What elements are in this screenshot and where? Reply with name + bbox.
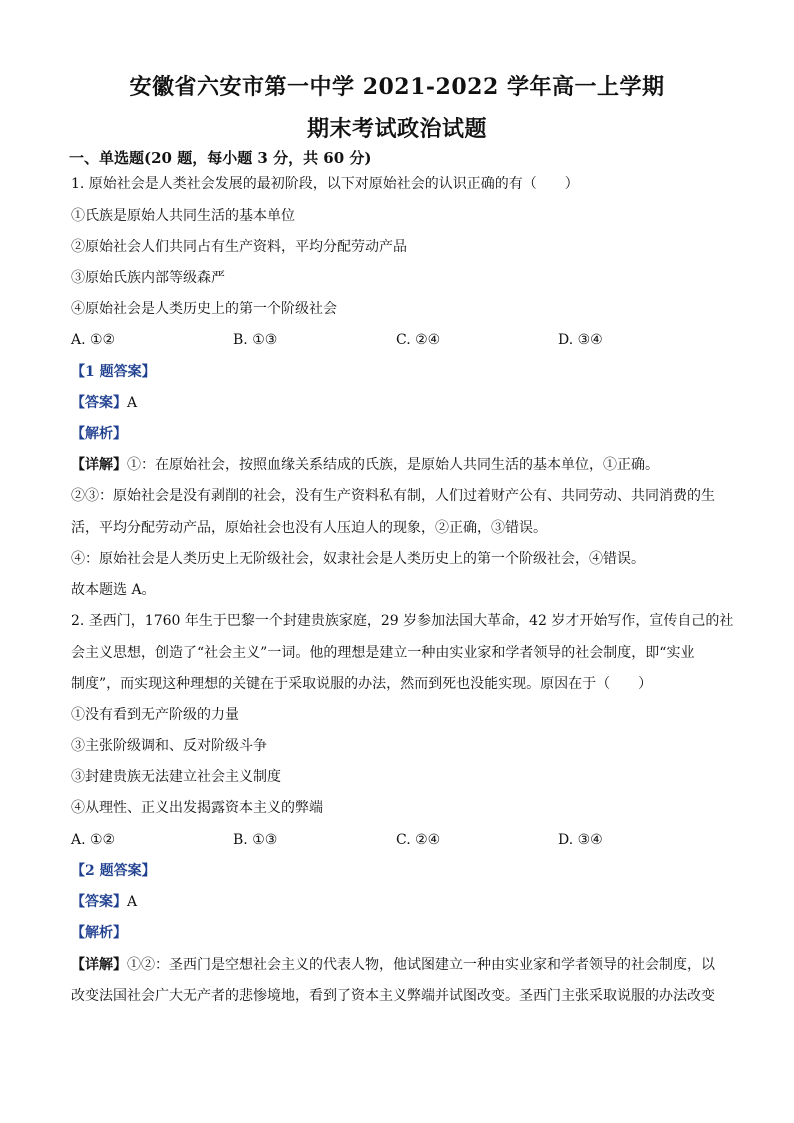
q2-detail-2: 改变法国社会广大无产者的悲惨境地，看到了资本主义弊端并试图改变。圣西门主张采取说服的办法改变 [71, 988, 715, 1004]
q1-item-3: ③原始氏族内部等级森严 [71, 270, 225, 286]
q1-answer-line [71, 393, 137, 413]
q1-answer-header: 【1 题答案】 [71, 364, 156, 380]
q1-detail-3: ④：原始社会是人类历史上无阶级社会，奴隶社会是人类历史上的第一个阶级社会，④错误。 [71, 551, 645, 567]
q2-answer-value: A [127, 894, 138, 910]
exam-title-line2: 期末考试政治试题 [306, 116, 487, 142]
q2-answer-header: 【2 题答案】 [71, 863, 156, 879]
q2-option-b: B. ①③ [233, 832, 278, 848]
q1-detail-2b: 活，平均分配劳动产品，原始社会也没有人压迫人的现象，②正确，③错误。 [71, 520, 547, 536]
q2-analysis-header: 【解析】 [71, 925, 127, 941]
q1-detail-line-1 [71, 455, 659, 475]
q1-stem: 1. 原始社会是人类社会发展的最初阶段，以下对原始社会的认识正确的有（ ） [71, 176, 579, 192]
q2-detail-line-1 [71, 955, 715, 975]
q1-analysis-header: 【解析】 [71, 426, 127, 442]
q1-option-a: A. ①② [71, 332, 116, 348]
q1-answer-value: A [127, 395, 138, 411]
q1-answer-tag: 【答案】 [71, 395, 127, 411]
q1-conclusion: 故本题选 A。 [71, 582, 156, 598]
q1-option-c: C. ②④ [396, 332, 441, 348]
section-heading: 一、单选题(20 题，每小题 3 分，共 60 分) [69, 149, 372, 167]
q1-detail-1: ①：在原始社会，按照血缘关系结成的氏族，是原始人共同生活的基本单位，①正确。 [127, 457, 659, 473]
q2-stem-2: 会主义思想，创造了“社会主义”一词。他的理想是建立一种由实业家和学者领导的社会制度，即“实业 [71, 645, 695, 661]
q2-detail-1: ①②：圣西门是空想社会主义的代表人物，他试图建立一种由实业家和学者领导的社会制度，以 [127, 957, 715, 973]
q1-detail-2a: ②③：原始社会是没有剥削的社会，没有生产资料私有制，人们过着财产公有、共同劳动、共同消费的生 [71, 488, 715, 504]
q2-option-d: D. ③④ [558, 832, 603, 848]
q1-detail-tag: 【详解】 [71, 457, 127, 473]
q2-option-a: A. ①② [71, 832, 116, 848]
q1-item-2: ②原始社会人们共同占有生产资料，平均分配劳动产品 [71, 239, 407, 255]
q2-option-c: C. ②④ [396, 832, 441, 848]
q2-stem-1: 2. 圣西门，1760 年生于巴黎一个封建贵族家庭，29 岁参加法国大革命，42 岁才开始写作，宣传自己的社 [71, 613, 734, 629]
q2-item-3: ③封建贵族无法建立社会主义制度 [71, 769, 281, 785]
q2-item-2: ③主张阶级调和、反对阶级斗争 [71, 738, 267, 754]
q1-option-b: B. ①③ [233, 332, 278, 348]
q2-item-4: ④从理性、正义出发揭露资本主义的弊端 [71, 800, 323, 816]
q2-answer-tag: 【答案】 [71, 894, 127, 910]
q1-item-1: ①氏族是原始人共同生活的基本单位 [71, 208, 295, 224]
q2-item-1: ①没有看到无产阶级的力量 [71, 707, 239, 723]
q1-item-4: ④原始社会是人类历史上的第一个阶级社会 [71, 301, 337, 317]
exam-title-line1: 安徽省六安市第一中学 2021-2022 学年高一上学期 [129, 74, 665, 100]
q2-stem-3: 制度”，而实现这种理想的关键在于采取说服的办法，然而到死也没能实现。原因在于（ ） [71, 676, 653, 692]
q2-detail-tag: 【详解】 [71, 957, 127, 973]
q1-option-d: D. ③④ [558, 332, 603, 348]
q2-answer-line [71, 892, 137, 912]
